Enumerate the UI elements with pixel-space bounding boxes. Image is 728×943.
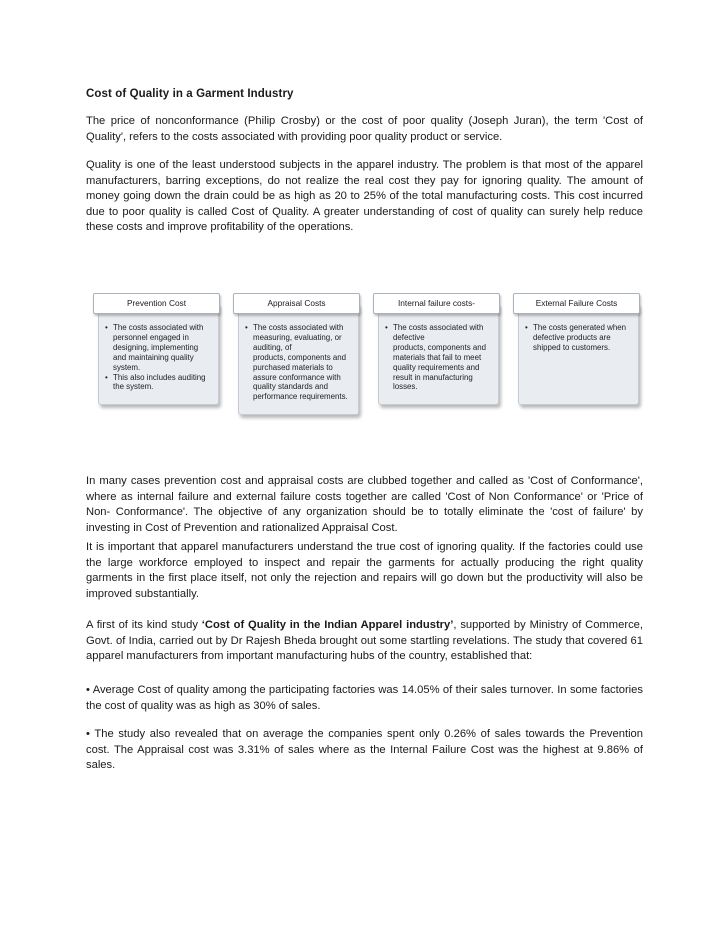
cost-of-quality-diagram <box>86 293 642 418</box>
bullet-prevention-appraisal: • The study also revealed that on average the companies spent only 0.26% of sales towards the Prevention cost. The Appraisal cost was 3.31% of sales where as the Internal Failure Cost was the highest at 9.86% of sales. <box>86 728 643 772</box>
card-bullet-line: products, components and <box>393 342 486 352</box>
bullet-average-cost: • Average Cost of quality among the participating factories was 14.05% of their sales turnover. In some factories the cost of quality was as high as 30% of sales. <box>86 684 643 712</box>
card-bullet-list <box>239 304 358 408</box>
card-bullet-item <box>105 323 212 373</box>
card-bullet-line: personnel engaged in <box>113 332 189 342</box>
card-bullet-line: shipped to customers. <box>533 342 611 352</box>
card-bullet-line: designing, implementing <box>113 342 199 352</box>
bullet-marker: • <box>385 323 388 332</box>
card-bullet-line: The costs generated when <box>533 323 626 332</box>
card-bullet-line: The costs associated with <box>113 323 204 332</box>
card-bullet-line: losses. <box>393 382 418 392</box>
card-bullet-line: The costs associated with <box>253 323 344 332</box>
card-bullet-item <box>385 323 492 392</box>
card-bullet-item <box>105 373 212 393</box>
study-intro-text: A first of its kind study <box>86 619 202 631</box>
card-bullet-item <box>245 323 352 402</box>
card-bullet-line: purchased materials to <box>253 362 333 372</box>
card-bullet-line: performance requirements. <box>253 392 348 402</box>
card-bullet-line: defective products are <box>533 332 611 342</box>
card-bullet-line: measuring, evaluating, or <box>253 332 342 342</box>
card-bullet-line: quality standards and <box>253 382 329 392</box>
card-bullet-list <box>99 304 218 398</box>
card-bullet-line: products, components and <box>253 352 346 362</box>
card-bullet-line: result in manufacturing <box>393 372 473 382</box>
card-bullet-line: the system. <box>113 382 154 392</box>
paragraph-quality-intro: Quality is one of the least understood subjects in the apparel industry. The problem is that most of the apparel manufacturers, barring exceptions, do not realize the real cost they pay for ignoring quality. The amount of money going down the drain could be as high as 20 to 25% of the total manufacturing costs. This cost incurred due to poor quality is called Cost of Quality. A greater understanding of cost of quality can surely help reduce these costs and improve profitability of the operations. <box>86 159 643 234</box>
card-bullet-line: and maintaining quality <box>113 352 194 362</box>
card-bullet-line: assure conformance with <box>253 372 341 382</box>
study-description-text: , supported by Ministry of Commerce, Govt. of India, carried out by Dr Rajesh Bheda brought out some startling revelations. The study that covered 61 apparel manufacturers from important manufacturing hubs of the country, established that: <box>86 619 643 663</box>
card-bullet-line: materials that fail to meet <box>393 352 482 362</box>
card-bullet-line: system. <box>113 362 141 372</box>
card-bullet-line: This also includes auditing <box>113 372 206 382</box>
card-title: Prevention Cost <box>93 293 220 314</box>
card-bullet-line: The costs associated with <box>393 323 484 332</box>
document-title: Cost of Quality in a Garment Industry <box>86 88 294 100</box>
card-title: Appraisal Costs <box>233 293 360 314</box>
bullet-marker: • <box>105 372 108 382</box>
card-bullet-line: defective <box>393 332 425 342</box>
paragraph-true-cost: It is important that apparel manufacturers understand the true cost of ignoring quality. If the factories could use the large workforce employed to inspect and repair the garments for actually producing the right quality garments in the first place itself, not only the rejection and repairs will go down but the productivity will also be improved substantially. <box>86 541 643 600</box>
paragraph-definition: The price of nonconformance (Philip Crosby) or the cost of poor quality (Joseph Juran), the term 'Cost of Quality', refers to the costs associated with providing poor quality product or service. <box>86 115 643 143</box>
card-title: External Failure Costs <box>513 293 640 314</box>
bullet-marker: • <box>245 323 248 332</box>
card-bullet-line: auditing, of <box>253 342 292 352</box>
paragraph-study <box>86 618 643 665</box>
card-title: Internal failure costs- <box>373 293 500 314</box>
bullet-marker: • <box>105 323 108 332</box>
bullet-marker: • <box>525 323 528 332</box>
study-title: ‘Cost of Quality in the Indian Apparel industry’ <box>201 619 454 631</box>
card-bullet-list <box>379 304 498 398</box>
card-bullet-line: quality requirements and <box>393 362 480 372</box>
paragraph-conformance: In many cases prevention cost and appraisal costs are clubbed together and called as 'Cost of Conformance', where as internal failure and external failure costs together are called 'Cost of Non Conformance' or 'Price of Non- Conformance'. The objective of any organization should be to totally eliminate the 'cost of failure' by investing in Cost of Prevention and rationalized Appraisal Cost. <box>86 475 643 534</box>
card-bullet-item <box>525 323 632 353</box>
